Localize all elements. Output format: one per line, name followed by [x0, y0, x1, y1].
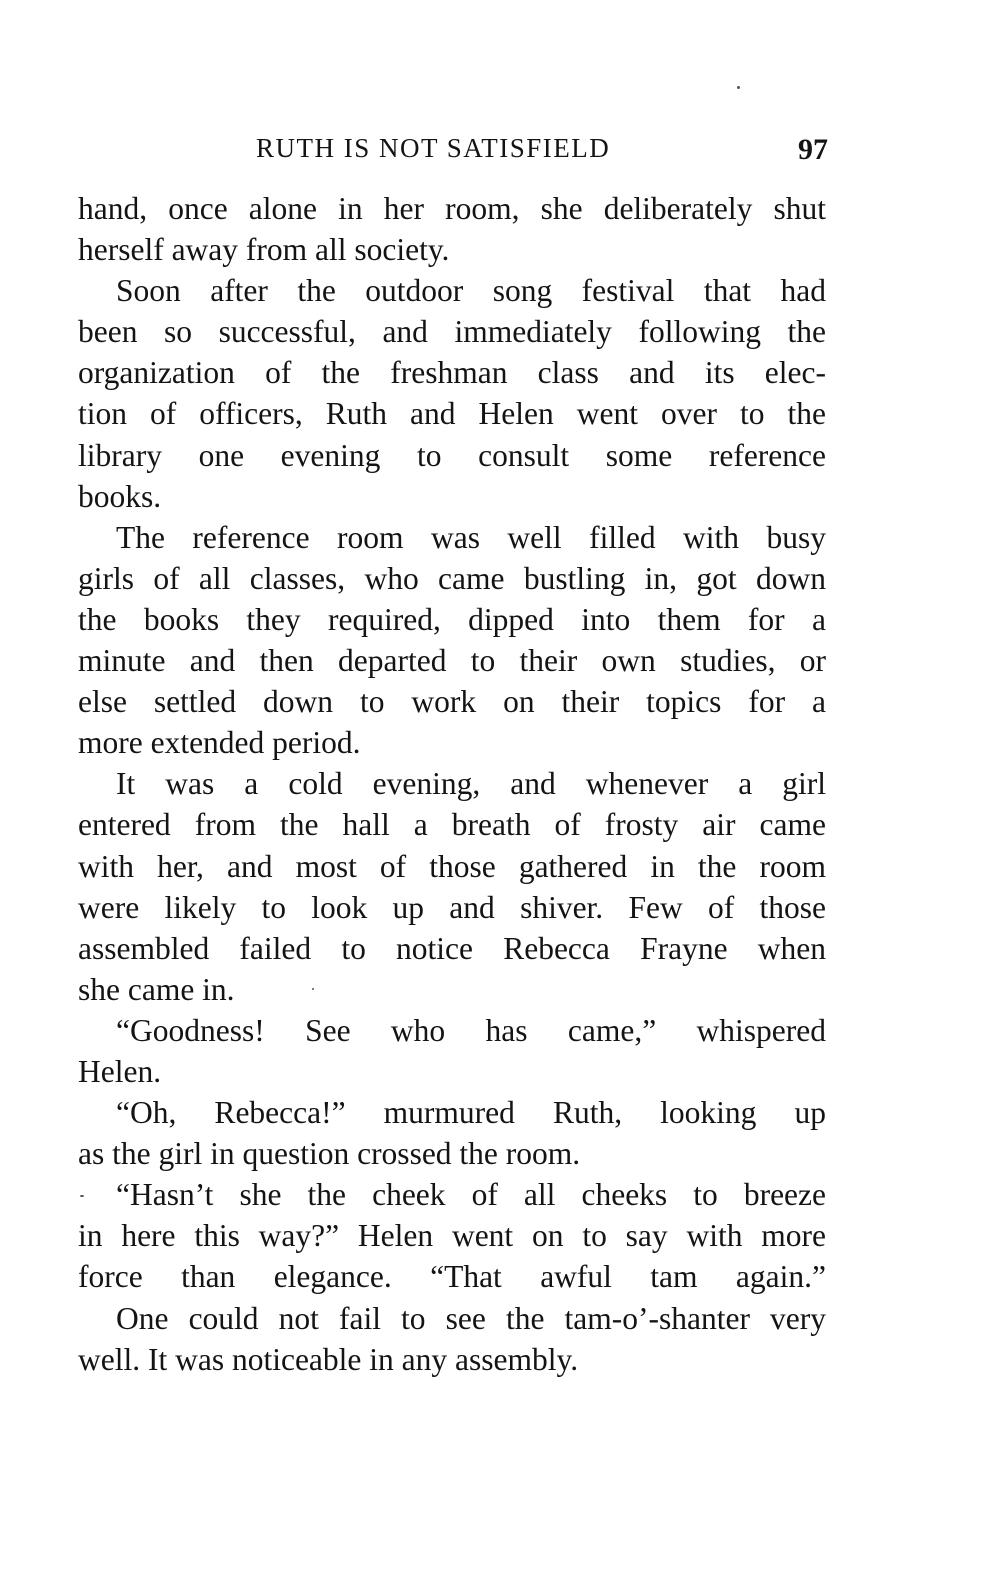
text-line: as the girl in question crossed the room. [78, 1136, 581, 1172]
text-line: girls of all classes, who came bustling in, got down [78, 560, 826, 596]
text-line: Soon after the outdoor song festival that had [116, 273, 826, 309]
text-line: tion of officers, Ruth and Helen went over to the [78, 396, 826, 432]
text-line: been so successful, and immediately following the [78, 314, 826, 350]
text-line: Helen. [78, 1053, 162, 1089]
text-line: library one evening to consult some reference [78, 437, 826, 473]
text-line: books. [78, 478, 162, 514]
text-line: One could not fail to see the tam-o’-shanter very [116, 1300, 826, 1336]
text-line: organization of the freshman class and its elec- [78, 355, 826, 391]
scan-speck [312, 988, 314, 990]
text-line: she came in. [78, 971, 235, 1007]
text-line: hand, once alone in her room, she deliberately shut [78, 191, 826, 226]
scan-speck [80, 1195, 84, 1197]
text-line: minute and then departed to their own studies, or [78, 643, 826, 679]
text-line: “Oh, Rebecca!” murmured Ruth, looking up [116, 1095, 826, 1131]
running-head-title: RUTH IS NOT SATISFIELD [256, 133, 611, 163]
body-text [78, 188, 826, 1380]
text-line: in here this way?” Helen went on to say with more [78, 1218, 826, 1254]
text-line: herself away from all society. [78, 232, 450, 268]
text-line: else settled down to work on their topics for a [78, 684, 826, 720]
text-line: The reference room was well filled with busy [116, 519, 826, 555]
text-line: were likely to look up and shiver. Few of those [78, 889, 826, 925]
text-line: the books they required, dipped into them for a [78, 601, 826, 637]
page-number: 97 [798, 133, 828, 166]
text-line: well. It was noticeable in any assembly. [78, 1341, 579, 1377]
text-line: with her, and most of those gathered in the room [78, 848, 826, 884]
text-line: entered from the hall a breath of frosty air came [78, 807, 826, 843]
text-line: assembled failed to notice Rebecca Frayne when [78, 930, 826, 966]
page-header [78, 130, 828, 170]
text-line: more extended period. [78, 725, 361, 761]
text-line: force than elegance. “That awful tam again.” [78, 1259, 826, 1295]
text-line: “Goodness! See who has came,” whispered [116, 1012, 826, 1048]
text-line: It was a cold evening, and whenever a girl [116, 766, 826, 802]
scan-speck [737, 86, 740, 89]
text-line: “Hasn’t she the cheek of all cheeks to breeze [116, 1177, 826, 1213]
